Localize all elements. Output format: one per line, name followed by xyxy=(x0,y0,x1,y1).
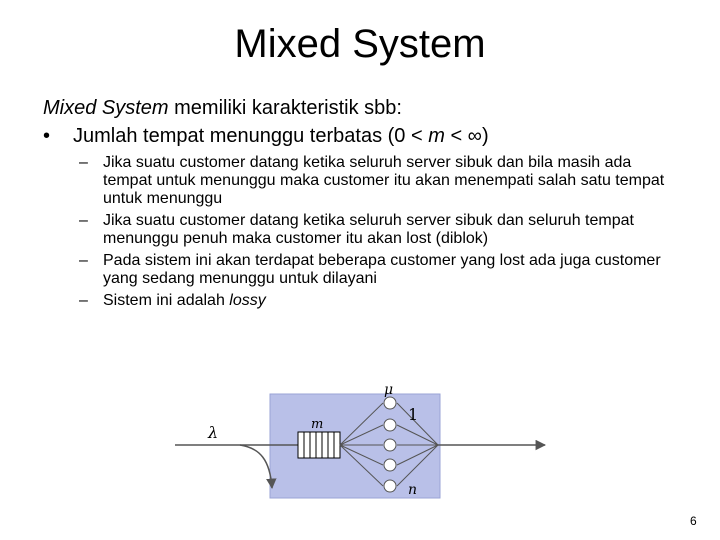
bullet-text-post: < ∞) xyxy=(444,125,489,147)
sub-bullet-2-text: Jika suatu customer datang ketika seluruh server sibuk dan seluruh tempat menunggu penuh maka customer itu akan lost (diblok) xyxy=(103,212,634,247)
sub-bullet-3 xyxy=(43,252,683,288)
sub-dash: – xyxy=(79,292,88,309)
queue-system-diagram xyxy=(170,380,550,500)
intro-text xyxy=(43,96,683,120)
bullet-text-pre: Jumlah tempat menunggu terbatas (0 < xyxy=(73,125,429,147)
lost-customer-arrow xyxy=(240,445,272,488)
bullet-mark: • xyxy=(43,125,51,147)
sub-bullet-3-text: Pada sistem ini akan terdapat beberapa customer yang lost ada juga customer yang sedang menunggu untuk dilayani xyxy=(103,252,661,287)
sub-dash: – xyxy=(79,212,88,229)
page-number: 6 xyxy=(690,514,697,528)
sub-bullet-2 xyxy=(43,212,683,248)
sub-bullet-4-emphasis: lossy xyxy=(229,292,266,309)
slide-title: Mixed System xyxy=(234,22,486,66)
waiting-buffer xyxy=(298,432,340,458)
sub-bullet-1 xyxy=(43,154,683,208)
sub-bullet-4 xyxy=(43,292,683,310)
sub-bullet-4-text: Sistem ini adalah xyxy=(103,292,230,309)
sub-dash: – xyxy=(79,154,88,171)
first-server-label: 1 xyxy=(408,405,419,424)
sub-bullet-list xyxy=(43,154,683,310)
sub-dash: – xyxy=(79,252,88,269)
slide-content xyxy=(43,96,683,314)
intro-rest: memiliki karakteristik sbb: xyxy=(168,97,402,119)
bullet-waiting-capacity xyxy=(43,124,683,148)
service-rate-label: μ xyxy=(384,382,394,398)
intro-emphasis: Mixed System xyxy=(43,97,169,119)
waiting-capacity-label: m xyxy=(311,417,324,432)
bullet-variable-m: m xyxy=(428,125,445,147)
sub-bullet-1-text: Jika suatu customer datang ketika seluruh server sibuk dan bila masih ada tempat untuk menunggu maka customer itu akan menempati salah satu tempat untuk menunggu xyxy=(103,154,665,207)
last-server-label: n xyxy=(408,482,418,498)
arrival-rate-label: λ xyxy=(208,423,219,442)
